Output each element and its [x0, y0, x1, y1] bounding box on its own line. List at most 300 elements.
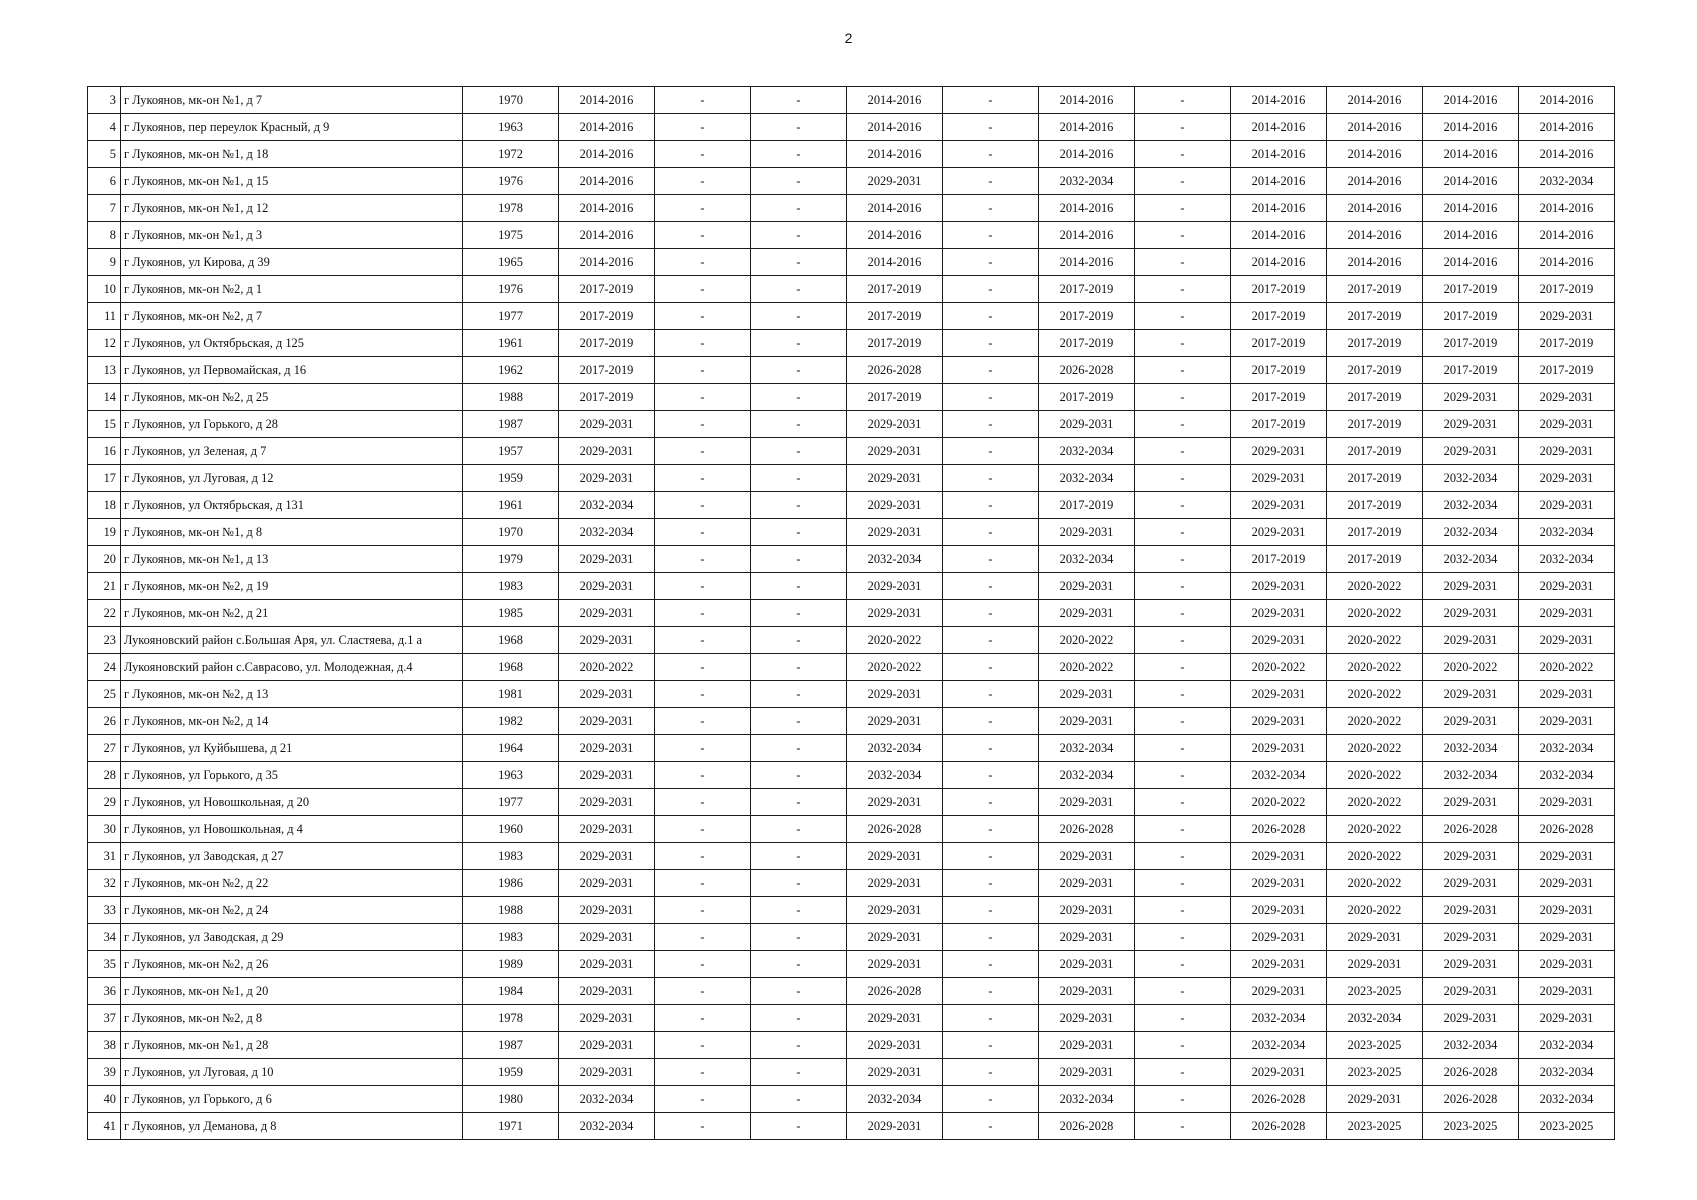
- period-cell: 2026-2028: [1039, 1113, 1135, 1140]
- period-cell: -: [1135, 195, 1231, 222]
- period-cell: 2014-2016: [1327, 114, 1423, 141]
- period-cell: 2032-2034: [1231, 762, 1327, 789]
- period-cell: -: [655, 141, 751, 168]
- year-cell: 1978: [463, 195, 559, 222]
- period-cell: 2014-2016: [847, 114, 943, 141]
- period-cell: -: [1135, 843, 1231, 870]
- period-cell: 2029-2031: [847, 924, 943, 951]
- period-cell: 2029-2031: [1519, 1005, 1615, 1032]
- row-number-cell: 35: [88, 951, 121, 978]
- row-number-cell: 32: [88, 870, 121, 897]
- period-cell: -: [943, 141, 1039, 168]
- period-cell: 2029-2031: [559, 681, 655, 708]
- period-cell: 2020-2022: [1039, 654, 1135, 681]
- period-cell: 2029-2031: [1423, 411, 1519, 438]
- year-cell: 1983: [463, 843, 559, 870]
- period-cell: 2032-2034: [1519, 546, 1615, 573]
- period-cell: 2029-2031: [1519, 573, 1615, 600]
- period-cell: 2032-2034: [1039, 1086, 1135, 1113]
- period-cell: 2029-2031: [847, 951, 943, 978]
- period-cell: 2029-2031: [847, 168, 943, 195]
- address-cell: г Лукоянов, ул Новошкольная, д 20: [121, 789, 463, 816]
- row-number-cell: 19: [88, 519, 121, 546]
- period-cell: -: [655, 708, 751, 735]
- period-cell: 2029-2031: [1519, 843, 1615, 870]
- period-cell: -: [751, 411, 847, 438]
- table-row: [88, 384, 1615, 411]
- period-cell: -: [751, 1032, 847, 1059]
- period-cell: 2029-2031: [559, 708, 655, 735]
- address-cell: г Лукоянов, мк-он №2, д 14: [121, 708, 463, 735]
- period-cell: 2029-2031: [1519, 465, 1615, 492]
- table-row: [88, 1005, 1615, 1032]
- period-cell: 2020-2022: [559, 654, 655, 681]
- period-cell: 2029-2031: [1039, 897, 1135, 924]
- table-row: [88, 1113, 1615, 1140]
- row-number-cell: 24: [88, 654, 121, 681]
- period-cell: 2029-2031: [1039, 843, 1135, 870]
- period-cell: 2014-2016: [1039, 249, 1135, 276]
- period-cell: -: [1135, 708, 1231, 735]
- period-cell: 2026-2028: [1423, 1086, 1519, 1113]
- address-cell: г Лукоянов, ул Октябрьская, д 125: [121, 330, 463, 357]
- table-row: [88, 708, 1615, 735]
- period-cell: 2014-2016: [847, 141, 943, 168]
- table-row: [88, 438, 1615, 465]
- period-cell: 2017-2019: [1231, 384, 1327, 411]
- address-cell: г Лукоянов, мк-он №1, д 8: [121, 519, 463, 546]
- period-cell: 2029-2031: [1327, 924, 1423, 951]
- period-cell: 2014-2016: [1327, 168, 1423, 195]
- table-row: [88, 168, 1615, 195]
- period-cell: -: [943, 546, 1039, 573]
- period-cell: -: [1135, 573, 1231, 600]
- address-cell: г Лукоянов, ул Новошкольная, д 4: [121, 816, 463, 843]
- period-cell: -: [751, 762, 847, 789]
- period-cell: 2029-2031: [1231, 924, 1327, 951]
- table-row: [88, 600, 1615, 627]
- period-cell: -: [751, 978, 847, 1005]
- period-cell: 2014-2016: [1519, 249, 1615, 276]
- period-cell: 2020-2022: [1519, 654, 1615, 681]
- table-body: [88, 87, 1615, 1140]
- period-cell: 2014-2016: [1519, 222, 1615, 249]
- period-cell: 2020-2022: [1327, 789, 1423, 816]
- table-row: [88, 492, 1615, 519]
- period-cell: 2017-2019: [1519, 330, 1615, 357]
- period-cell: 2032-2034: [559, 519, 655, 546]
- table-row: [88, 735, 1615, 762]
- period-cell: -: [943, 816, 1039, 843]
- period-cell: -: [655, 1059, 751, 1086]
- period-cell: -: [943, 438, 1039, 465]
- period-cell: -: [943, 303, 1039, 330]
- address-cell: г Лукоянов, мк-он №2, д 19: [121, 573, 463, 600]
- period-cell: 2014-2016: [559, 141, 655, 168]
- period-cell: 2020-2022: [1327, 762, 1423, 789]
- table-row: [88, 843, 1615, 870]
- period-cell: 2029-2031: [1519, 492, 1615, 519]
- period-cell: 2029-2031: [1519, 303, 1615, 330]
- period-cell: 2029-2031: [1039, 708, 1135, 735]
- period-cell: -: [751, 303, 847, 330]
- period-cell: 2029-2031: [1039, 1032, 1135, 1059]
- period-cell: 2029-2031: [559, 1032, 655, 1059]
- period-cell: -: [943, 411, 1039, 438]
- period-cell: 2014-2016: [1039, 222, 1135, 249]
- period-cell: -: [943, 735, 1039, 762]
- period-cell: 2017-2019: [559, 330, 655, 357]
- period-cell: -: [751, 195, 847, 222]
- table-row: [88, 87, 1615, 114]
- period-cell: -: [1135, 627, 1231, 654]
- period-cell: 2029-2031: [559, 465, 655, 492]
- period-cell: 2029-2031: [1423, 627, 1519, 654]
- period-cell: -: [751, 789, 847, 816]
- period-cell: 2020-2022: [847, 627, 943, 654]
- period-cell: 2029-2031: [847, 573, 943, 600]
- period-cell: 2029-2031: [1039, 978, 1135, 1005]
- period-cell: -: [655, 1086, 751, 1113]
- period-cell: -: [943, 897, 1039, 924]
- period-cell: 2029-2031: [847, 1113, 943, 1140]
- table-row: [88, 897, 1615, 924]
- period-cell: 2029-2031: [1039, 519, 1135, 546]
- address-cell: г Лукоянов, мк-он №1, д 15: [121, 168, 463, 195]
- period-cell: -: [1135, 924, 1231, 951]
- period-cell: 2023-2025: [1519, 1113, 1615, 1140]
- period-cell: -: [1135, 249, 1231, 276]
- period-cell: -: [943, 1086, 1039, 1113]
- period-cell: 2014-2016: [559, 87, 655, 114]
- address-cell: Лукояновский район с.Саврасово, ул. Молодежная, д.4: [121, 654, 463, 681]
- address-cell: г Лукоянов, мк-он №2, д 7: [121, 303, 463, 330]
- period-cell: -: [655, 978, 751, 1005]
- period-cell: -: [943, 573, 1039, 600]
- period-cell: 2014-2016: [1231, 195, 1327, 222]
- period-cell: 2029-2031: [1423, 708, 1519, 735]
- year-cell: 1959: [463, 465, 559, 492]
- row-number-cell: 20: [88, 546, 121, 573]
- period-cell: -: [1135, 492, 1231, 519]
- year-cell: 1964: [463, 735, 559, 762]
- period-cell: -: [751, 654, 847, 681]
- period-cell: 2020-2022: [1423, 654, 1519, 681]
- period-cell: 2032-2034: [559, 1113, 655, 1140]
- period-cell: 2029-2031: [1231, 951, 1327, 978]
- period-cell: 2029-2031: [1327, 951, 1423, 978]
- period-cell: 2017-2019: [1327, 546, 1423, 573]
- period-cell: 2032-2034: [1519, 519, 1615, 546]
- period-cell: 2014-2016: [559, 195, 655, 222]
- period-cell: -: [1135, 978, 1231, 1005]
- table-row: [88, 951, 1615, 978]
- period-cell: 2029-2031: [847, 519, 943, 546]
- period-cell: -: [943, 249, 1039, 276]
- period-cell: -: [751, 141, 847, 168]
- address-cell: г Лукоянов, мк-он №2, д 26: [121, 951, 463, 978]
- period-cell: 2029-2031: [847, 1032, 943, 1059]
- period-cell: -: [1135, 1005, 1231, 1032]
- period-cell: 2017-2019: [1039, 384, 1135, 411]
- period-cell: -: [751, 897, 847, 924]
- period-cell: -: [751, 843, 847, 870]
- year-cell: 1988: [463, 897, 559, 924]
- period-cell: -: [655, 681, 751, 708]
- period-cell: -: [943, 870, 1039, 897]
- row-number-cell: 18: [88, 492, 121, 519]
- year-cell: 1968: [463, 654, 559, 681]
- period-cell: -: [943, 87, 1039, 114]
- year-cell: 1968: [463, 627, 559, 654]
- address-cell: г Лукоянов, мк-он №2, д 21: [121, 600, 463, 627]
- period-cell: -: [943, 762, 1039, 789]
- period-cell: -: [655, 1005, 751, 1032]
- period-cell: 2032-2034: [1423, 762, 1519, 789]
- period-cell: -: [751, 870, 847, 897]
- period-cell: -: [655, 87, 751, 114]
- period-cell: 2017-2019: [1231, 546, 1327, 573]
- period-cell: 2029-2031: [559, 1059, 655, 1086]
- period-cell: 2029-2031: [1519, 708, 1615, 735]
- row-number-cell: 3: [88, 87, 121, 114]
- period-cell: -: [751, 357, 847, 384]
- address-cell: г Лукоянов, ул Горького, д 28: [121, 411, 463, 438]
- period-cell: 2029-2031: [559, 951, 655, 978]
- row-number-cell: 29: [88, 789, 121, 816]
- period-cell: -: [655, 600, 751, 627]
- address-cell: г Лукоянов, ул Первомайская, д 16: [121, 357, 463, 384]
- period-cell: 2026-2028: [1231, 1113, 1327, 1140]
- period-cell: 2017-2019: [1231, 303, 1327, 330]
- year-cell: 1961: [463, 492, 559, 519]
- period-cell: -: [943, 681, 1039, 708]
- period-cell: -: [1135, 330, 1231, 357]
- period-cell: 2029-2031: [1231, 978, 1327, 1005]
- period-cell: 2017-2019: [847, 330, 943, 357]
- period-cell: 2020-2022: [1039, 627, 1135, 654]
- period-cell: 2017-2019: [1519, 357, 1615, 384]
- period-cell: 2014-2016: [847, 87, 943, 114]
- period-cell: 2029-2031: [559, 816, 655, 843]
- year-cell: 1963: [463, 762, 559, 789]
- period-cell: 2029-2031: [1039, 681, 1135, 708]
- table-row: [88, 1032, 1615, 1059]
- year-cell: 1959: [463, 1059, 559, 1086]
- period-cell: 2026-2028: [847, 357, 943, 384]
- row-number-cell: 5: [88, 141, 121, 168]
- period-cell: 2032-2034: [1423, 1032, 1519, 1059]
- period-cell: 2023-2025: [1327, 978, 1423, 1005]
- table-row: [88, 627, 1615, 654]
- period-cell: 2023-2025: [1327, 1059, 1423, 1086]
- period-cell: 2032-2034: [847, 762, 943, 789]
- period-cell: 2014-2016: [847, 222, 943, 249]
- period-cell: -: [1135, 600, 1231, 627]
- period-cell: 2029-2031: [559, 897, 655, 924]
- year-cell: 1962: [463, 357, 559, 384]
- period-cell: 2029-2031: [1231, 492, 1327, 519]
- period-cell: 2014-2016: [1231, 249, 1327, 276]
- year-cell: 1983: [463, 573, 559, 600]
- period-cell: 2029-2031: [847, 438, 943, 465]
- period-cell: 2029-2031: [1231, 600, 1327, 627]
- period-cell: 2017-2019: [847, 303, 943, 330]
- period-cell: 2029-2031: [1519, 789, 1615, 816]
- table-row: [88, 1086, 1615, 1113]
- period-cell: 2029-2031: [1423, 384, 1519, 411]
- row-number-cell: 4: [88, 114, 121, 141]
- period-cell: -: [943, 789, 1039, 816]
- period-cell: 2014-2016: [1231, 141, 1327, 168]
- period-cell: 2020-2022: [1327, 843, 1423, 870]
- period-cell: -: [655, 411, 751, 438]
- period-cell: 2029-2031: [1519, 870, 1615, 897]
- table-row: [88, 330, 1615, 357]
- row-number-cell: 14: [88, 384, 121, 411]
- period-cell: 2020-2022: [1327, 735, 1423, 762]
- period-cell: 2014-2016: [559, 114, 655, 141]
- period-cell: 2026-2028: [1423, 816, 1519, 843]
- period-cell: -: [1135, 897, 1231, 924]
- period-cell: -: [1135, 168, 1231, 195]
- period-cell: 2029-2031: [847, 870, 943, 897]
- period-cell: 2017-2019: [1327, 519, 1423, 546]
- period-cell: -: [751, 249, 847, 276]
- period-cell: 2017-2019: [1039, 492, 1135, 519]
- period-cell: 2032-2034: [1039, 762, 1135, 789]
- period-cell: 2014-2016: [1231, 114, 1327, 141]
- period-cell: -: [655, 330, 751, 357]
- year-cell: 1976: [463, 276, 559, 303]
- row-number-cell: 27: [88, 735, 121, 762]
- address-cell: г Лукоянов, ул Горького, д 35: [121, 762, 463, 789]
- period-cell: 2017-2019: [1519, 276, 1615, 303]
- period-cell: 2020-2022: [1327, 681, 1423, 708]
- period-cell: 2017-2019: [1039, 276, 1135, 303]
- period-cell: -: [751, 222, 847, 249]
- period-cell: 2029-2031: [1231, 465, 1327, 492]
- year-cell: 1971: [463, 1113, 559, 1140]
- table-row: [88, 789, 1615, 816]
- period-cell: 2029-2031: [1423, 1005, 1519, 1032]
- table-row: [88, 573, 1615, 600]
- period-cell: 2020-2022: [1327, 870, 1423, 897]
- period-cell: 2014-2016: [1039, 87, 1135, 114]
- row-number-cell: 41: [88, 1113, 121, 1140]
- period-cell: -: [655, 735, 751, 762]
- period-cell: -: [943, 600, 1039, 627]
- row-number-cell: 7: [88, 195, 121, 222]
- period-cell: -: [943, 708, 1039, 735]
- period-cell: -: [1135, 438, 1231, 465]
- period-cell: 2017-2019: [559, 276, 655, 303]
- period-cell: 2026-2028: [1231, 1086, 1327, 1113]
- period-cell: 2032-2034: [1423, 465, 1519, 492]
- year-cell: 1976: [463, 168, 559, 195]
- table-row: [88, 276, 1615, 303]
- period-cell: -: [655, 951, 751, 978]
- period-cell: -: [655, 303, 751, 330]
- period-cell: 2032-2034: [1231, 1032, 1327, 1059]
- period-cell: 2029-2031: [1423, 843, 1519, 870]
- period-cell: 2032-2034: [1039, 546, 1135, 573]
- period-cell: 2014-2016: [1423, 168, 1519, 195]
- address-cell: г Лукоянов, мк-он №1, д 20: [121, 978, 463, 1005]
- row-number-cell: 11: [88, 303, 121, 330]
- period-cell: 2029-2031: [559, 546, 655, 573]
- period-cell: 2017-2019: [1327, 465, 1423, 492]
- period-cell: 2029-2031: [847, 897, 943, 924]
- period-cell: 2026-2028: [847, 978, 943, 1005]
- year-cell: 1970: [463, 519, 559, 546]
- year-cell: 1972: [463, 141, 559, 168]
- table-row: [88, 357, 1615, 384]
- period-cell: 2014-2016: [1519, 114, 1615, 141]
- period-cell: 2032-2034: [847, 546, 943, 573]
- period-cell: -: [943, 1059, 1039, 1086]
- year-cell: 1989: [463, 951, 559, 978]
- period-cell: -: [1135, 411, 1231, 438]
- period-cell: -: [655, 357, 751, 384]
- period-cell: -: [655, 1113, 751, 1140]
- period-cell: -: [751, 114, 847, 141]
- address-cell: г Лукоянов, мк-он №1, д 13: [121, 546, 463, 573]
- period-cell: -: [751, 330, 847, 357]
- period-cell: -: [1135, 87, 1231, 114]
- period-cell: -: [943, 1032, 1039, 1059]
- period-cell: 2029-2031: [559, 924, 655, 951]
- period-cell: 2029-2031: [1231, 627, 1327, 654]
- period-cell: 2014-2016: [1231, 168, 1327, 195]
- row-number-cell: 22: [88, 600, 121, 627]
- period-cell: 2014-2016: [1423, 195, 1519, 222]
- period-cell: 2029-2031: [1231, 897, 1327, 924]
- period-cell: 2029-2031: [847, 1005, 943, 1032]
- address-cell: г Лукоянов, ул Октябрьская, д 131: [121, 492, 463, 519]
- period-cell: 2032-2034: [847, 1086, 943, 1113]
- period-cell: -: [1135, 519, 1231, 546]
- period-cell: 2029-2031: [847, 1059, 943, 1086]
- period-cell: 2017-2019: [1327, 276, 1423, 303]
- year-cell: 1978: [463, 1005, 559, 1032]
- period-cell: -: [655, 654, 751, 681]
- period-cell: -: [655, 816, 751, 843]
- row-number-cell: 13: [88, 357, 121, 384]
- period-cell: 2032-2034: [559, 1086, 655, 1113]
- period-cell: -: [1135, 1086, 1231, 1113]
- period-cell: -: [1135, 1113, 1231, 1140]
- period-cell: 2032-2034: [1423, 492, 1519, 519]
- table-row: [88, 681, 1615, 708]
- row-number-cell: 37: [88, 1005, 121, 1032]
- period-cell: 2014-2016: [847, 195, 943, 222]
- period-cell: -: [943, 222, 1039, 249]
- period-cell: 2017-2019: [1039, 330, 1135, 357]
- period-cell: 2032-2034: [1039, 465, 1135, 492]
- period-cell: -: [751, 276, 847, 303]
- table-row: [88, 249, 1615, 276]
- period-cell: 2032-2034: [847, 735, 943, 762]
- period-cell: 2029-2031: [1519, 411, 1615, 438]
- period-cell: -: [1135, 789, 1231, 816]
- address-cell: Лукояновский район с.Большая Аря, ул. Сластяева, д.1 а: [121, 627, 463, 654]
- period-cell: -: [655, 384, 751, 411]
- period-cell: -: [655, 762, 751, 789]
- table-row: [88, 114, 1615, 141]
- period-cell: -: [655, 627, 751, 654]
- year-cell: 1970: [463, 87, 559, 114]
